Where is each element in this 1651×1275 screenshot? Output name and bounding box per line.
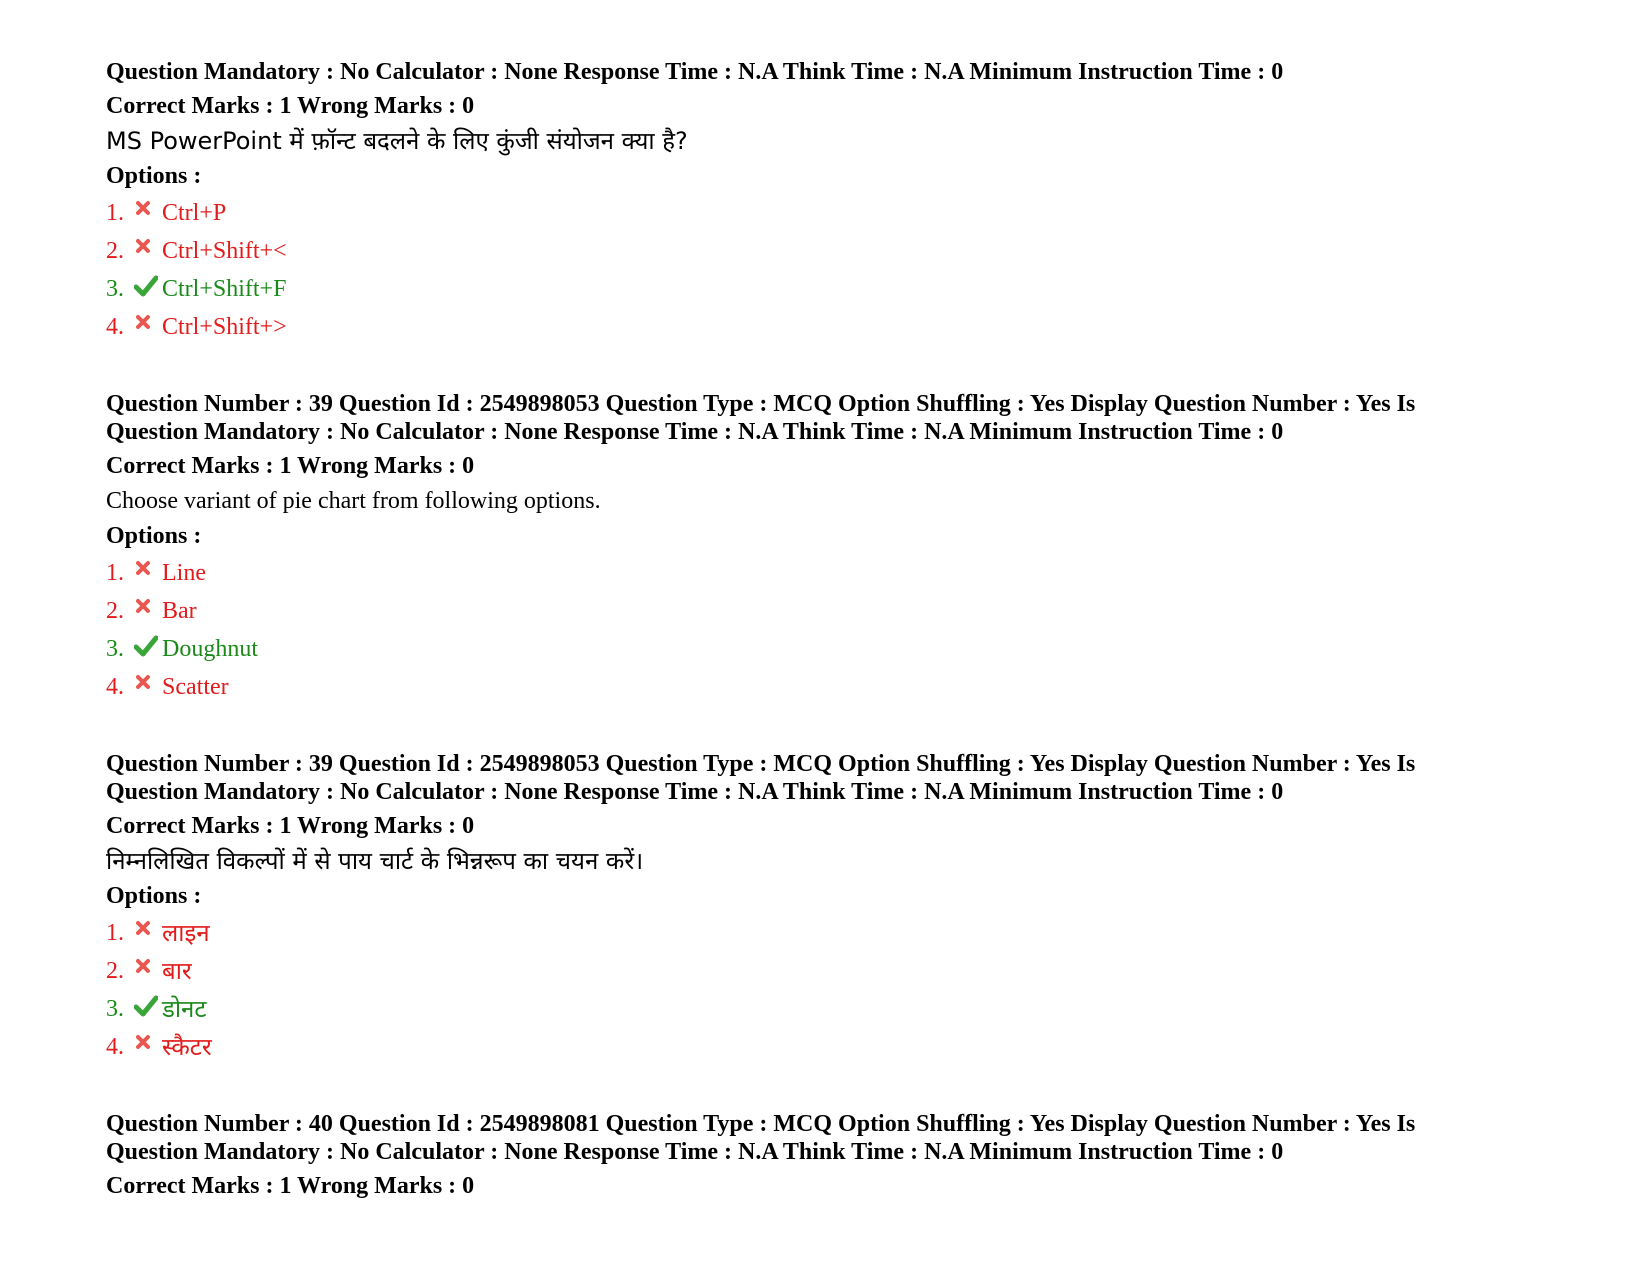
option-number: 4.: [106, 314, 124, 340]
option-item: [106, 232, 1546, 270]
check-icon: [132, 634, 156, 664]
cross-icon: [132, 198, 156, 228]
question-meta-line: Question Number : 40 Question Id : 2549898081 Question Type : MCQ Option Shuffling : Yes Display Question Number : Yes Is: [106, 1111, 1416, 1137]
option-item: [106, 914, 1546, 952]
option-label: बार: [162, 957, 192, 985]
option-number: 1.: [106, 200, 124, 226]
option-number: 1.: [106, 920, 124, 946]
option-label: डोनट: [162, 995, 207, 1023]
section-gap: [106, 706, 1546, 750]
question-meta-line: Question Mandatory : No Calculator : None Response Time : N.A Think Time : N.A Minimum Instruction Time : 0: [106, 1139, 1284, 1165]
options-label: Options :: [106, 523, 202, 549]
question-marks: Correct Marks : 1 Wrong Marks : 0: [106, 813, 475, 839]
question-paper-page: [106, 58, 1546, 1200]
option-number: 3.: [106, 636, 124, 662]
option-item: [106, 308, 1546, 346]
option-label: Ctrl+Shift+<: [162, 238, 287, 264]
option-item: [106, 668, 1546, 706]
option-label: Ctrl+Shift+>: [162, 314, 287, 340]
question-block-39-hindi: [106, 750, 1546, 1066]
question-block-40: [106, 1110, 1546, 1200]
cross-icon: [132, 956, 156, 986]
option-label: स्कैटर: [162, 1033, 212, 1061]
question-block-38: [106, 58, 1546, 346]
cross-icon: [132, 596, 156, 626]
question-meta-line: Question Number : 39 Question Id : 2549898053 Question Type : MCQ Option Shuffling : Yes Display Question Number : Yes Is: [106, 751, 1416, 777]
option-item: [106, 952, 1546, 990]
question-marks: Correct Marks : 1 Wrong Marks : 0: [106, 93, 475, 119]
section-gap: [106, 1066, 1546, 1110]
cross-icon: [132, 918, 156, 948]
option-label: Bar: [162, 598, 197, 624]
option-number: 2.: [106, 958, 124, 984]
option-number: 3.: [106, 276, 124, 302]
cross-icon: [132, 312, 156, 342]
option-number: 4.: [106, 1034, 124, 1060]
option-label: Ctrl+Shift+F: [162, 276, 287, 302]
options-list: [106, 194, 1546, 346]
question-marks: Correct Marks : 1 Wrong Marks : 0: [106, 453, 475, 479]
question-text: निम्नलिखित विकल्पों में से पाय चार्ट के भिन्नरूप का चयन करें।: [106, 847, 644, 875]
question-text: Choose variant of pie chart from following options.: [106, 488, 601, 514]
question-meta-line: Question Mandatory : No Calculator : None Response Time : N.A Think Time : N.A Minimum Instruction Time : 0: [106, 59, 1284, 85]
question-text: MS PowerPoint में फ़ॉन्ट बदलने के लिए कुंजी संयोजन क्या है?: [106, 127, 688, 155]
options-label: Options :: [106, 163, 202, 189]
option-number: 2.: [106, 598, 124, 624]
option-number: 2.: [106, 238, 124, 264]
question-meta-line: Question Mandatory : No Calculator : None Response Time : N.A Think Time : N.A Minimum Instruction Time : 0: [106, 419, 1284, 445]
check-icon: [132, 274, 156, 304]
question-meta-line: Question Mandatory : No Calculator : None Response Time : N.A Think Time : N.A Minimum Instruction Time : 0: [106, 779, 1284, 805]
option-label: लाइन: [162, 919, 210, 947]
option-label: Doughnut: [162, 636, 258, 662]
option-item: [106, 1028, 1546, 1066]
option-number: 4.: [106, 674, 124, 700]
option-label: Line: [162, 560, 206, 586]
option-number: 1.: [106, 560, 124, 586]
option-number: 3.: [106, 996, 124, 1022]
cross-icon: [132, 1032, 156, 1062]
option-item: [106, 592, 1546, 630]
option-label: Scatter: [162, 674, 229, 700]
cross-icon: [132, 672, 156, 702]
options-label: Options :: [106, 883, 202, 909]
cross-icon: [132, 236, 156, 266]
question-meta-line: Question Number : 39 Question Id : 2549898053 Question Type : MCQ Option Shuffling : Yes Display Question Number : Yes Is: [106, 391, 1416, 417]
option-item: [106, 990, 1546, 1028]
check-icon: [132, 994, 156, 1024]
option-item: [106, 194, 1546, 232]
option-label: Ctrl+P: [162, 200, 227, 226]
option-item: [106, 554, 1546, 592]
option-item: [106, 630, 1546, 668]
question-marks: Correct Marks : 1 Wrong Marks : 0: [106, 1173, 475, 1199]
cross-icon: [132, 558, 156, 588]
options-list: [106, 554, 1546, 706]
question-block-39-english: [106, 390, 1546, 706]
options-list: [106, 914, 1546, 1066]
option-item: [106, 270, 1546, 308]
section-gap: [106, 346, 1546, 390]
